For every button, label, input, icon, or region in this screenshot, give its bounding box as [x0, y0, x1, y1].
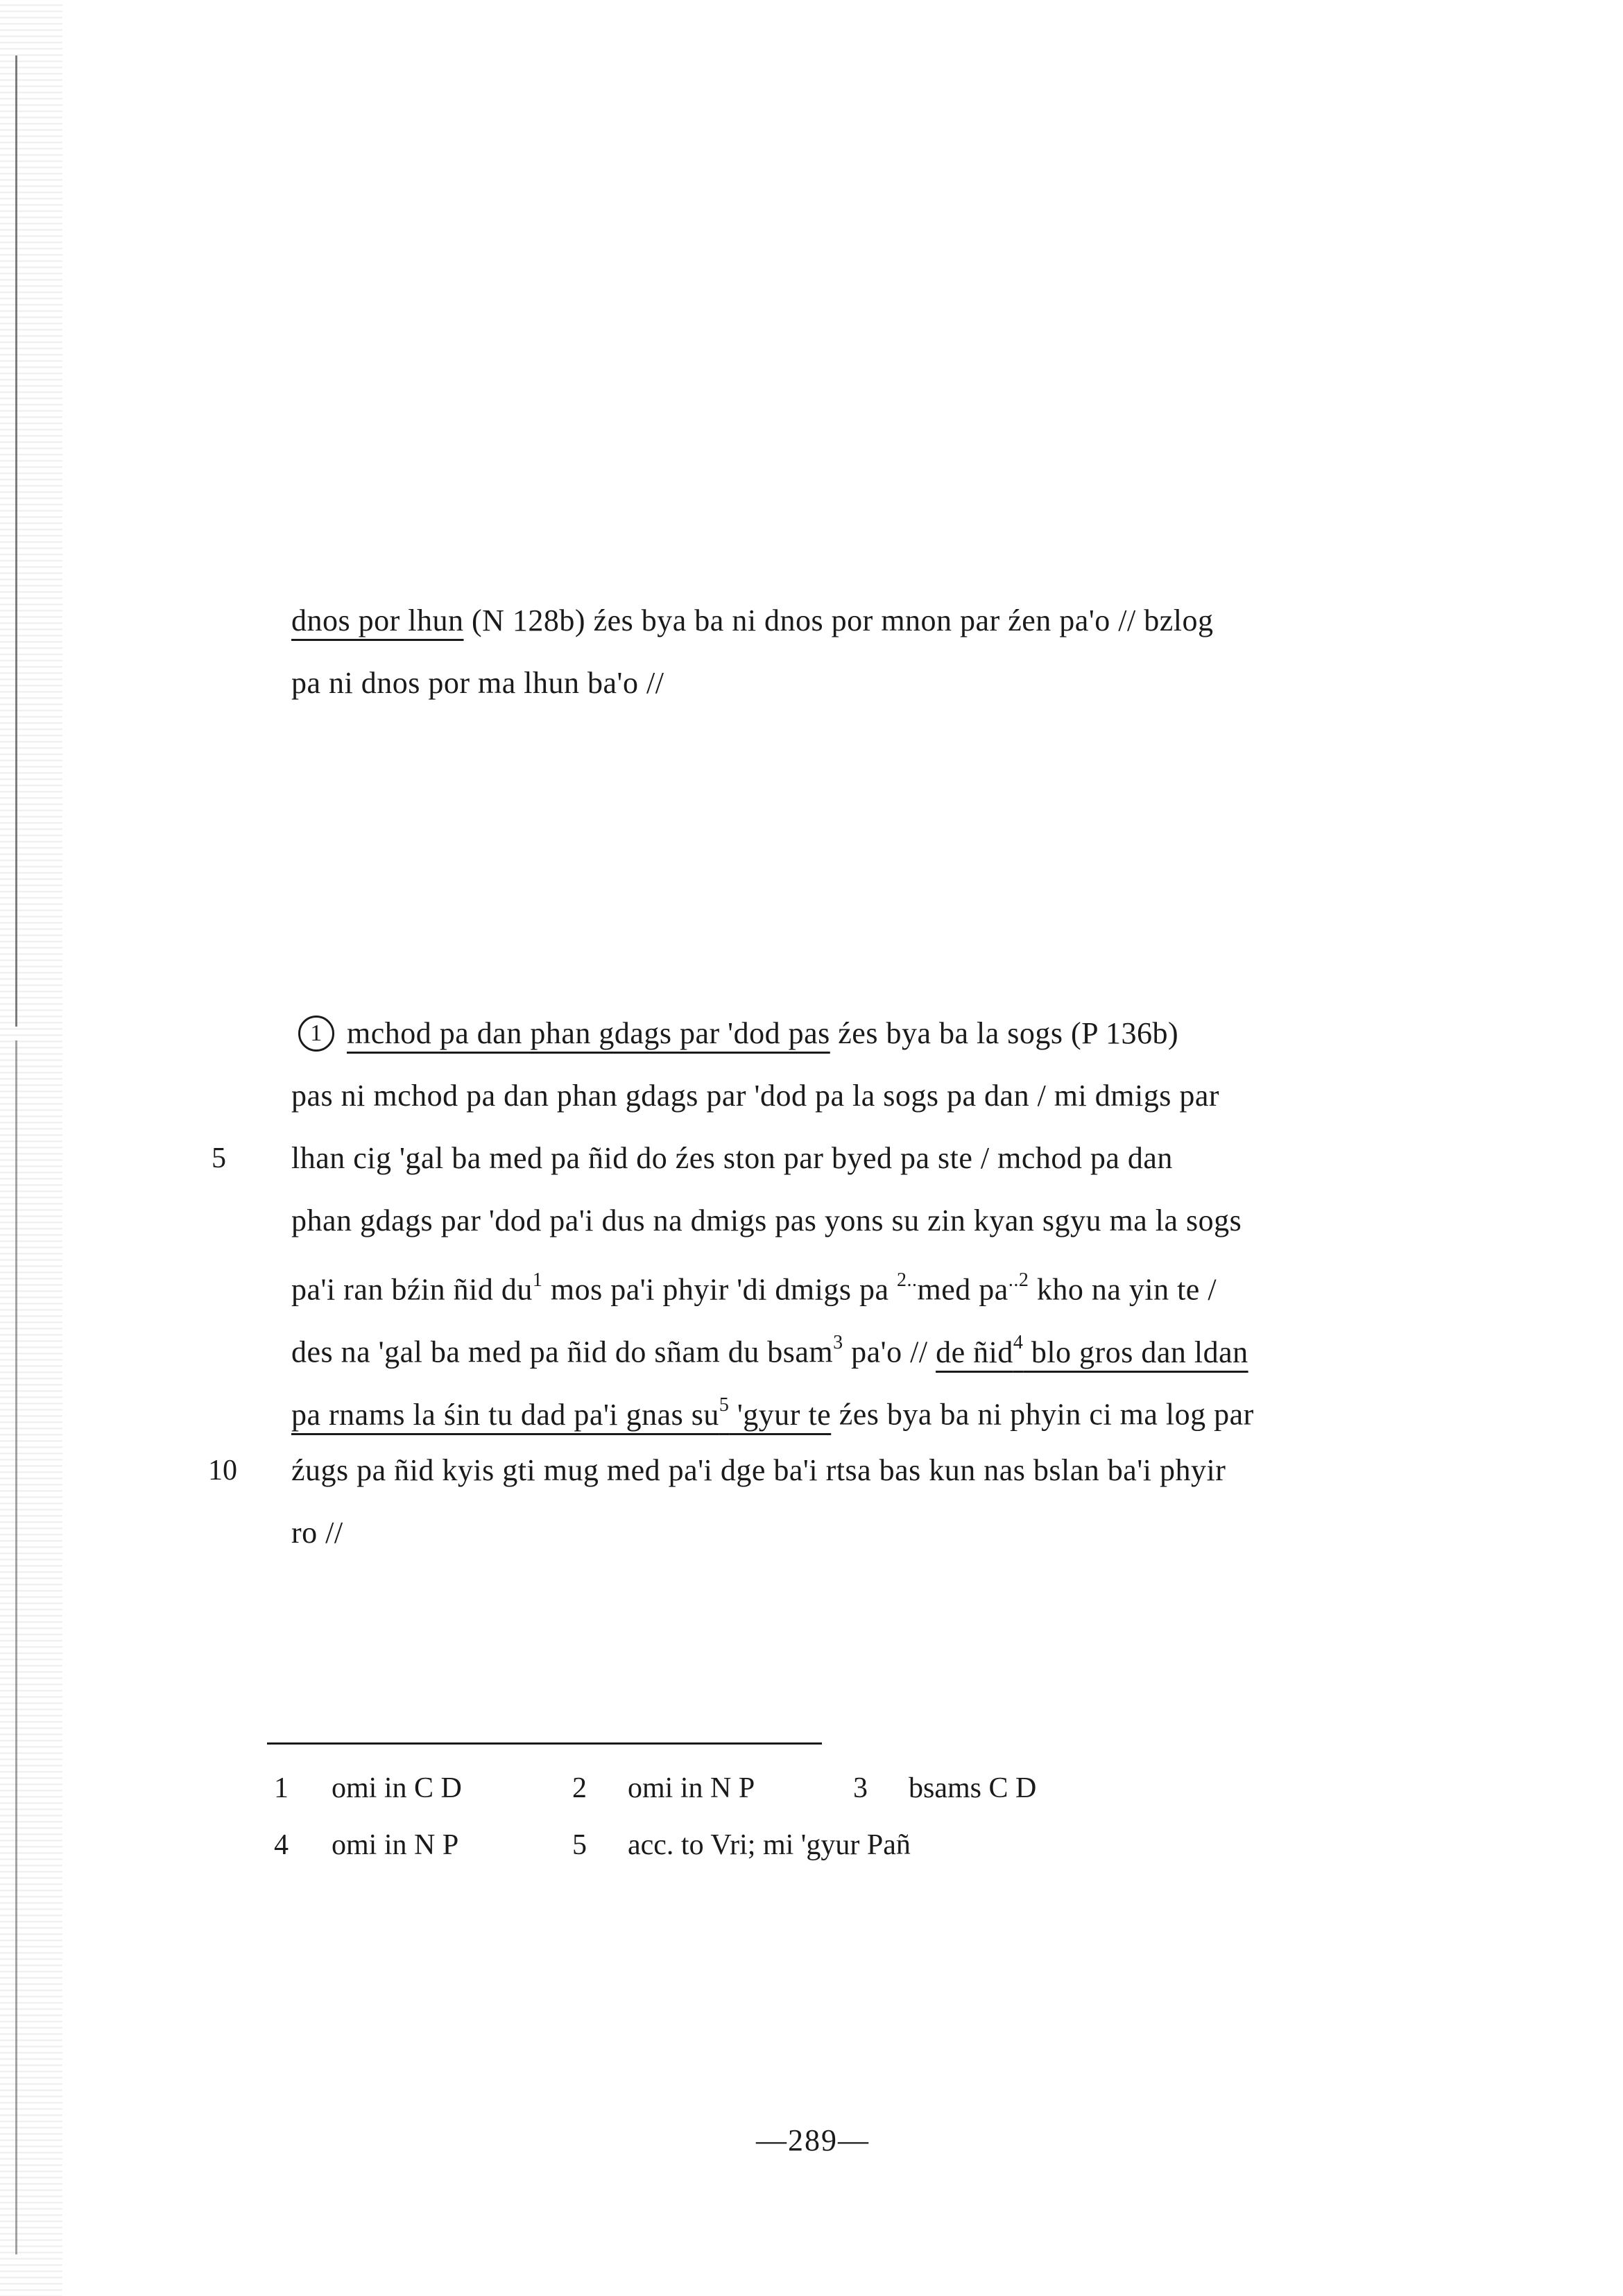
- footnote-text: omi in C D: [332, 1772, 462, 1804]
- line-text: mos pa'i phyir 'di dmigs pa: [542, 1272, 898, 1307]
- line-text: pa rnams la śin tu dad pa'i gnas su: [291, 1397, 719, 1432]
- text-line: phan gdags par 'dod pa'i dus na dmigs pas yons su zin kyan sgyu ma la sogs: [291, 1203, 1242, 1237]
- page-number: —289—: [756, 2123, 870, 2157]
- underlined-phrase: [936, 1332, 1248, 1369]
- underlined-phrase: dnos por lhun: [291, 603, 464, 637]
- footnote-ref: 4: [1013, 1332, 1024, 1353]
- binding-edge-line: [15, 1040, 17, 2254]
- text-line: pas ni mchod pa dan phan gdags par 'dod pa la sogs pa dan / mi dmigs par: [291, 1079, 1219, 1113]
- footnote-number: 1: [274, 1772, 289, 1804]
- line-text: źes bya ba la sogs (P 136b): [830, 1016, 1179, 1050]
- text-line: pa ni dnos por ma lhun ba'o //: [291, 666, 664, 700]
- line-text: med pa: [917, 1272, 1008, 1307]
- line-text: (N 128b) źes bya ba ni dnos por mnon par źen pa'o // bzlog: [463, 603, 1214, 637]
- text-line: ro //: [291, 1516, 343, 1550]
- footnote-number: 3: [853, 1772, 868, 1804]
- footnote-ref: 2..: [897, 1269, 918, 1291]
- line-text: des na 'gal ba med pa ñid do sñam du bsam: [291, 1335, 834, 1369]
- line-text: blo gros dan ldan: [1023, 1335, 1248, 1369]
- footnote-text: omi in N P: [332, 1829, 459, 1861]
- line-text: kho na yin te /: [1029, 1272, 1217, 1307]
- binding-shadow: [0, 0, 62, 2296]
- line-number: 5: [212, 1142, 226, 1174]
- footnote-number: 2: [572, 1772, 587, 1804]
- footnote-text: omi in N P: [628, 1772, 755, 1804]
- footnote-number: 5: [572, 1829, 587, 1861]
- text-line: [298, 1013, 1178, 1054]
- underlined-phrase: [291, 1394, 832, 1432]
- line-text: źes bya ba ni phyin ci ma log par: [831, 1397, 1254, 1432]
- text-line: [291, 600, 1213, 642]
- footnote-text: acc. to Vri; mi 'gyur Pañ: [628, 1829, 911, 1861]
- footnote-number: 4: [274, 1829, 289, 1861]
- text-line: lhan cig 'gal ba med pa ñid do źes ston par byed pa ste / mchod pa dan: [291, 1141, 1173, 1175]
- line-number: 10: [208, 1455, 237, 1487]
- footnote-ref: 5: [719, 1394, 730, 1416]
- footnote-ref: 1: [532, 1269, 543, 1291]
- line-text: 'gyur te: [729, 1397, 832, 1432]
- line-text: pa'i ran bźin ñid du: [291, 1272, 533, 1307]
- text-line: [291, 1262, 1217, 1311]
- footnote-ref: ..2: [1008, 1269, 1029, 1291]
- binding-edge-line: [15, 55, 17, 1027]
- text-line: [291, 1325, 1248, 1373]
- footnote-rule: [267, 1742, 822, 1745]
- line-text: pa'o //: [843, 1335, 936, 1369]
- footnote-ref: 3: [833, 1332, 843, 1353]
- text-line: źugs pa ñid kyis gti mug med pa'i dge ba'i rtsa bas kun nas bslan ba'i phyir: [291, 1453, 1226, 1487]
- section-marker: 1: [298, 1016, 334, 1052]
- underlined-phrase: mchod pa dan phan gdags par 'dod pas: [347, 1016, 830, 1050]
- footnote-text: bsams C D: [909, 1772, 1037, 1804]
- text-line: [291, 1387, 1254, 1436]
- line-text: de ñid: [936, 1335, 1013, 1369]
